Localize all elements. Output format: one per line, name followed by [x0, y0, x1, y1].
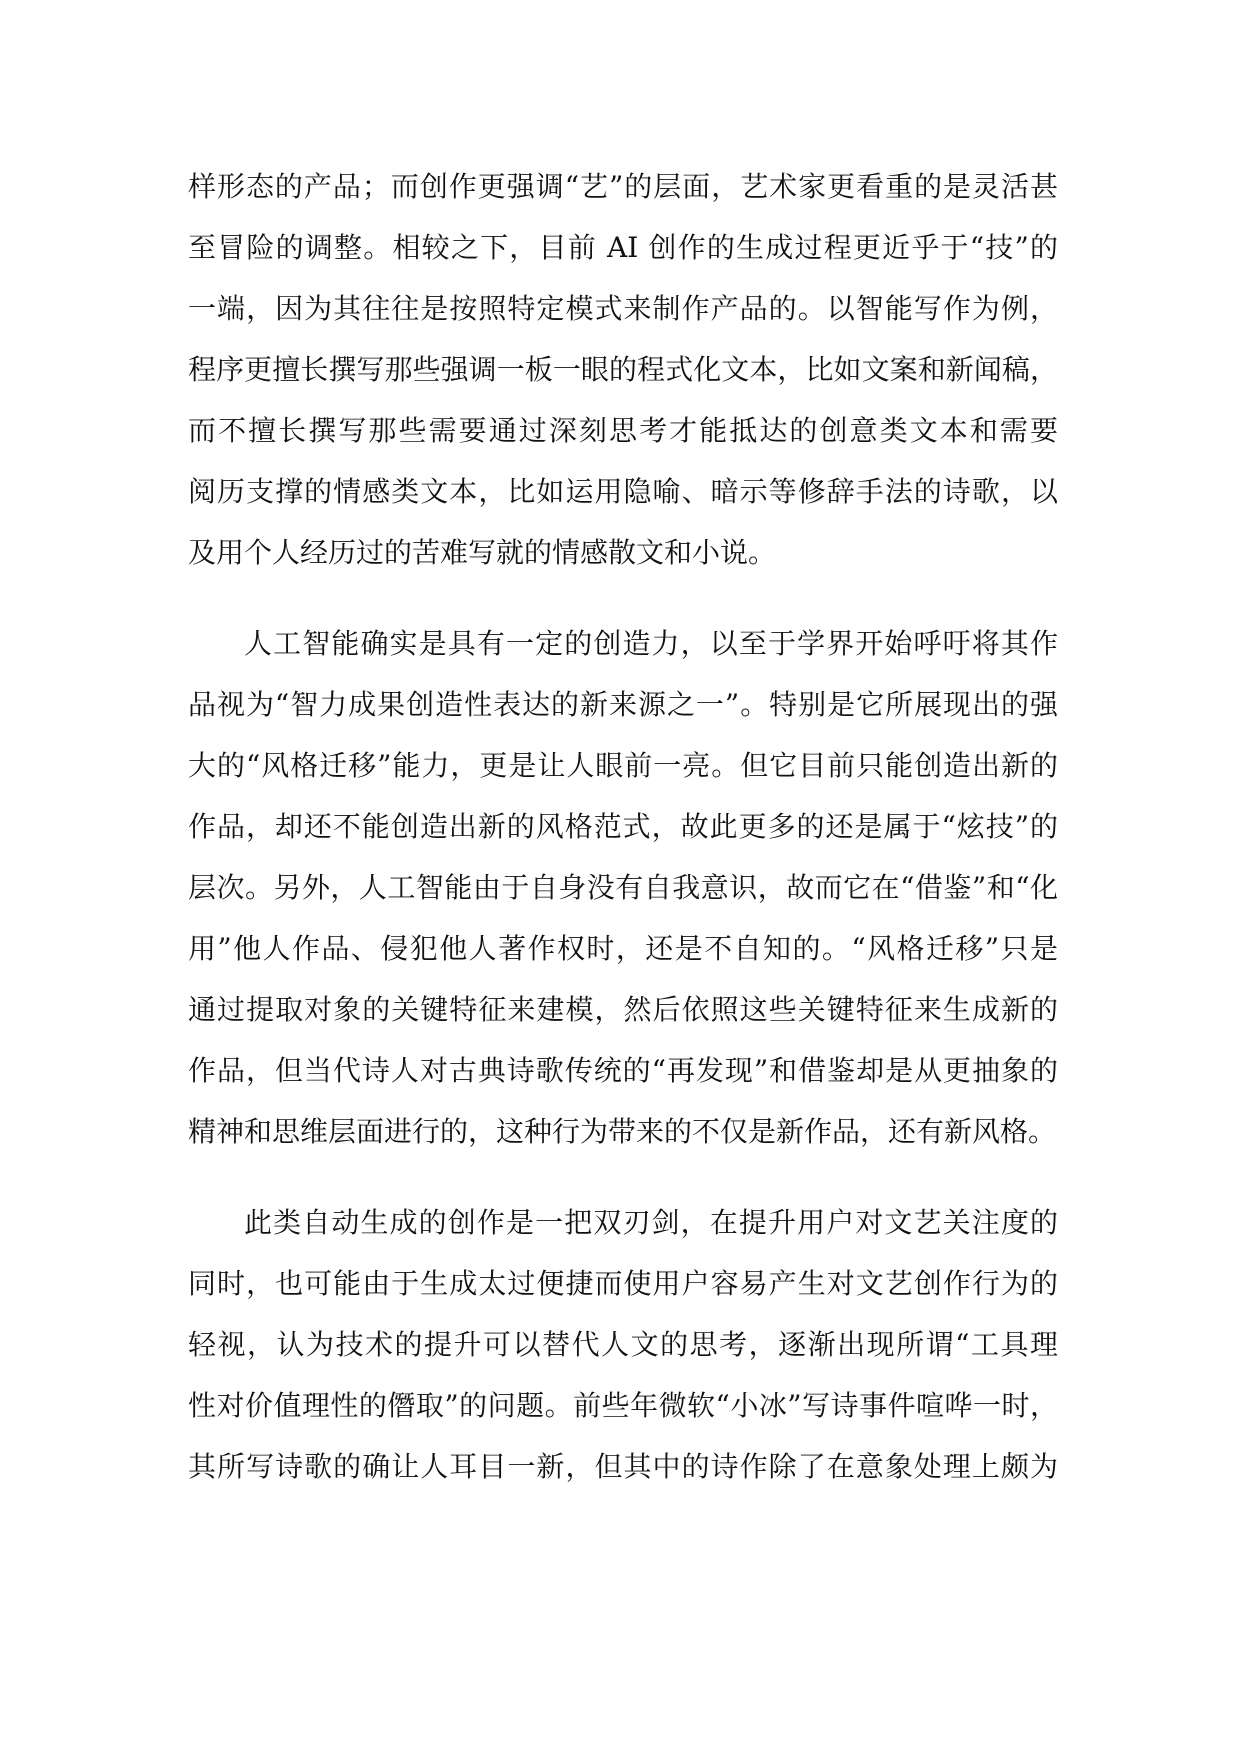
text-line: 作品，却还不能创造出新的风格范式，故此更多的还是属于“炫技”的 — [188, 810, 1058, 843]
text-line: 程序更擅长撰写那些强调一板一眼的程式化文本，比如文案和新闻稿， — [188, 353, 1058, 386]
body-text — [188, 156, 1058, 1497]
text-line: 大的“风格迁移”能力，更是让人眼前一亮。但它目前只能创造出新的 — [188, 749, 1058, 782]
paragraph-gap — [188, 1162, 1058, 1192]
text-line: 轻视，认为技术的提升可以替代人文的思考，逐渐出现所谓“工具理 — [188, 1328, 1058, 1361]
text-line: 此类自动生成的创作是一把双刃剑，在提升用户对文艺关注度的 — [244, 1206, 1058, 1239]
paragraph-2 — [188, 613, 1058, 1162]
text-line: 同时，也可能由于生成太过便捷而使用户容易产生对文艺创作行为的 — [188, 1267, 1058, 1300]
paragraph-gap — [188, 583, 1058, 613]
text-line: 样形态的产品；而创作更强调“艺”的层面，艺术家更看重的是灵活甚 — [188, 170, 1058, 203]
text-line: 作品，但当代诗人对古典诗歌传统的“再发现”和借鉴却是从更抽象的 — [188, 1054, 1058, 1087]
text-line: 通过提取对象的关键特征来建模，然后依照这些关键特征来生成新的 — [188, 993, 1058, 1026]
text-line: 而不擅长撰写那些需要通过深刻思考才能抵达的创意类文本和需要 — [188, 414, 1058, 447]
text-line: 一端，因为其往往是按照特定模式来制作产品的。以智能写作为例， — [188, 292, 1058, 325]
paragraph-1 — [188, 156, 1058, 583]
text-line: 至冒险的调整。相较之下，目前 AI 创作的生成过程更近乎于“技”的 — [188, 231, 1058, 264]
text-line: 用”他人作品、侵犯他人著作权时，还是不自知的。“风格迁移”只是 — [188, 932, 1058, 965]
text-line: 精神和思维层面进行的，这种行为带来的不仅是新作品，还有新风格。 — [188, 1115, 1057, 1148]
text-line: 其所写诗歌的确让人耳目一新，但其中的诗作除了在意象处理上颇为 — [188, 1450, 1058, 1483]
text-line: 品视为“智力成果创造性表达的新来源之一”。特别是它所展现出的强 — [188, 688, 1058, 721]
text-line: 阅历支撑的情感类文本，比如运用隐喻、暗示等修辞手法的诗歌，以 — [188, 475, 1058, 508]
text-line: 及用个人经历过的苦难写就的情感散文和小说。 — [188, 536, 777, 569]
text-line: 层次。另外，人工智能由于自身没有自我意识，故而它在“借鉴”和“化 — [188, 871, 1058, 904]
paragraph-3 — [188, 1192, 1058, 1497]
text-line: 性对价值理性的僭取”的问题。前些年微软“小冰”写诗事件喧哗一时， — [188, 1389, 1058, 1422]
text-line: 人工智能确实是具有一定的创造力，以至于学界开始呼吁将其作 — [244, 627, 1058, 660]
